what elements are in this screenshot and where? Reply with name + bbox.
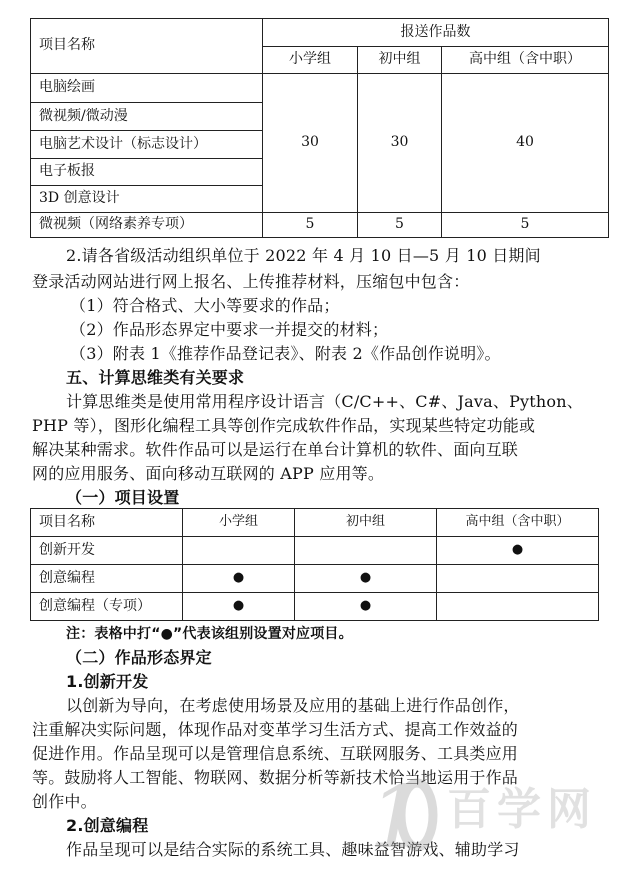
paragraph-line: 创作中。 [32, 792, 97, 811]
table2-cell-dot: ● [437, 537, 599, 565]
table1-header-item: 项目名称 [31, 19, 263, 74]
item-1-title: 1.创新开发 [66, 672, 149, 691]
table-note: 注：表格中打“●”代表该组别设置对应项目。 [66, 626, 353, 642]
table2-cell-dot: ● [295, 565, 437, 593]
table2-cell [437, 593, 599, 621]
table1-col-senior: 高中组（含中职） [442, 47, 609, 74]
svg-text:1: 1 [369, 768, 424, 865]
table1-header-group: 报送作品数 [263, 19, 609, 47]
paragraph-line: 计算思维类是使用常用程序设计语言（C/C++、C#、Java、Python、 [66, 392, 583, 411]
table1-col-primary: 小学组 [263, 47, 358, 74]
submission-count-table [30, 18, 609, 238]
project-settings-table [30, 508, 599, 621]
table1-merged-senior: 40 [442, 74, 609, 213]
table1-row-label: 微视频/微动漫 [31, 103, 263, 131]
paragraph-line: （3）附表 1《推荐作品登记表》、附表 2《作品创作说明》。 [70, 344, 501, 363]
table1-last-row-primary: 5 [263, 213, 358, 238]
table2-header-primary: 小学组 [183, 509, 295, 537]
paragraph-line: 以创新为导向，在考虑使用场景及应用的基础上进行作品创作， [66, 696, 520, 715]
table2-row-label: 创意编程（专项） [31, 593, 183, 621]
table1-row-label: 电子板报 [31, 159, 263, 186]
watermark-text: 百学网 [447, 784, 597, 835]
paragraph-line: （2）作品形态界定中要求一并提交的材料； [70, 320, 389, 339]
paragraph-line: 等。鼓励将人工智能、物联网、数据分析等新技术恰当地运用于作品 [32, 768, 519, 787]
paragraph-line: 促进作用。作品呈现可以是管理信息系统、互联网服务、工具类应用 [32, 744, 519, 763]
section-5-title: 五、计算思维类有关要求 [66, 368, 245, 387]
table1-last-row-label: 微视频（网络素养专项） [31, 213, 263, 238]
subsection-2-title: （二）作品形态界定 [66, 648, 212, 667]
subsection-1-title: （一）项目设置 [66, 488, 180, 507]
item-2-title: 2.创意编程 [66, 816, 149, 835]
table1-merged-primary: 30 [263, 74, 358, 213]
paragraph-line: 注重解决实际问题，体现作品对变革学习生活方式、提高工作效益的 [32, 720, 519, 739]
table1-last-row-senior: 5 [442, 213, 609, 238]
table2-cell [437, 565, 599, 593]
table1-row-label: 电脑绘画 [31, 74, 263, 103]
table2-header-senior: 高中组（含中职） [437, 509, 599, 537]
table2-row-label: 创意编程 [31, 565, 183, 593]
table1-last-row-junior: 5 [358, 213, 442, 238]
table2-header-item: 项目名称 [31, 509, 183, 537]
paragraph-line: （1）符合格式、大小等要求的作品； [70, 296, 340, 315]
table1-col-junior: 初中组 [358, 47, 442, 74]
paragraph-line: 2.请各省级活动组织单位于 2022 年 4 月 10 日—5 月 10 日期间 [66, 246, 541, 265]
table2-cell [183, 537, 295, 565]
table2-cell-dot: ● [183, 593, 295, 621]
table2-cell-dot: ● [295, 593, 437, 621]
table2-cell [295, 537, 437, 565]
table2-header-junior: 初中组 [295, 509, 437, 537]
table2-cell-dot: ● [183, 565, 295, 593]
table2-row-label: 创新开发 [31, 537, 183, 565]
table1-row-label: 电脑艺术设计（标志设计） [31, 131, 263, 159]
table1-row-label: 3D 创意设计 [31, 186, 263, 213]
paragraph-line: 网的应用服务、面向移动互联网的 APP 应用等。 [32, 464, 385, 483]
paragraph-line: 解决某种需求。软件作品可以是运行在单台计算机的软件、面向互联 [32, 440, 519, 459]
table1-merged-junior: 30 [358, 74, 442, 213]
paragraph-line: 登录活动网站进行网上报名、上传推荐材料，压缩包中包含： [32, 272, 470, 291]
paragraph-line: PHP 等），图形化编程工具等创作完成软件作品，实现某些特定功能或 [32, 416, 536, 435]
paragraph-line: 作品呈现可以是结合实际的系统工具、趣味益智游戏、辅助学习 [66, 840, 520, 859]
